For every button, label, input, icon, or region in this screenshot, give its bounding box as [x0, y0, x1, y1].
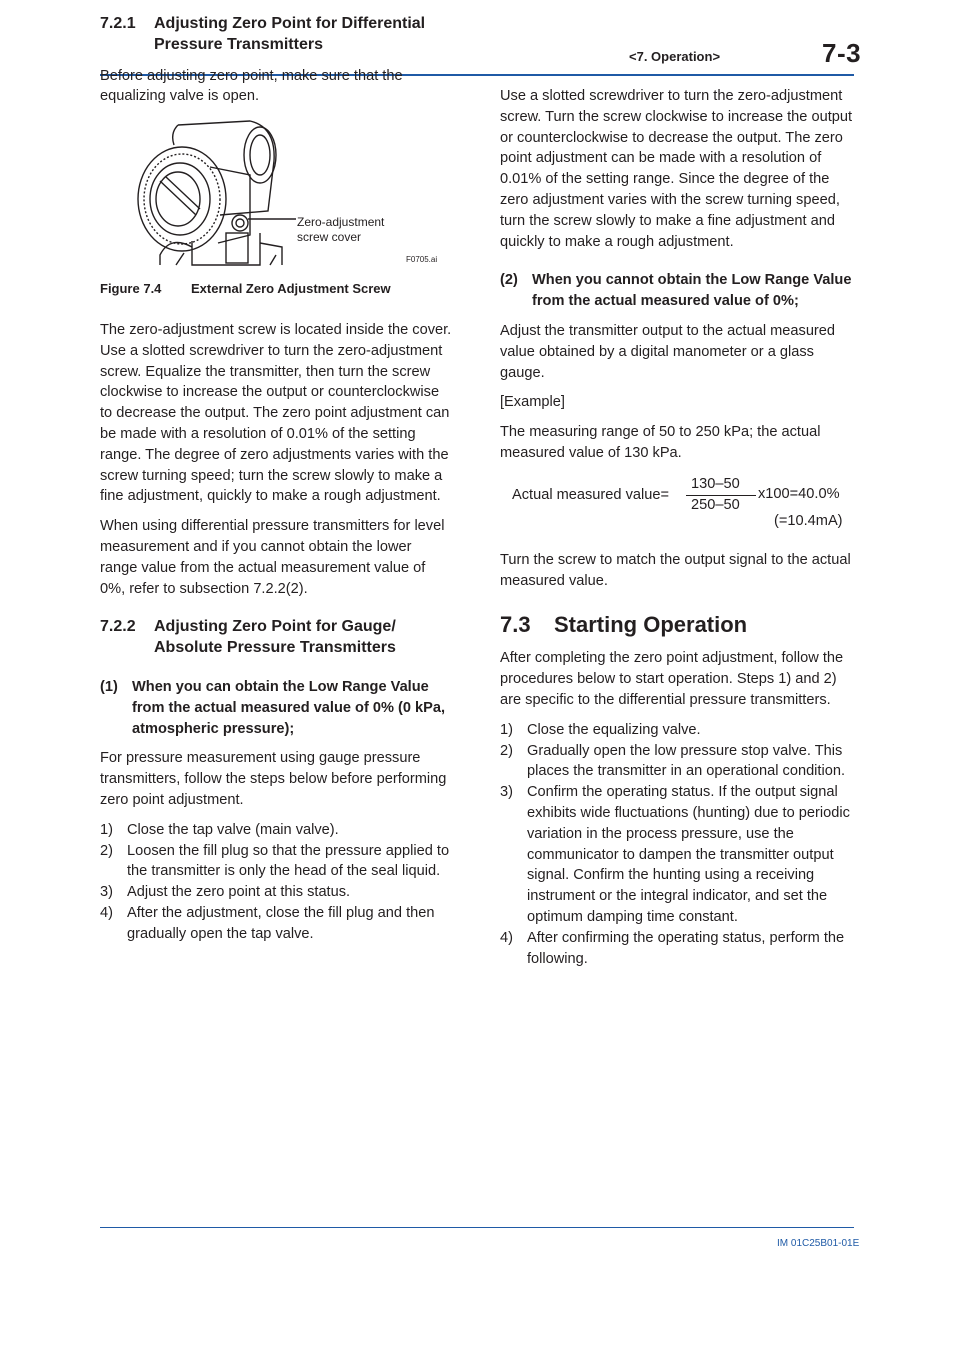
- figure-caption: [100, 279, 452, 300]
- section-number: 7.2.1: [100, 15, 136, 32]
- list-item: [500, 782, 856, 928]
- list-text: Loosen the fill plug so that the pressure applied to the transmitter is only the head of the seal liquid.: [127, 842, 450, 880]
- subheading-title: When you cannot obtain the Low Range Value from the actual measured value of 0%;: [532, 272, 852, 310]
- section-number: 7.3: [500, 612, 531, 638]
- left-column: [100, 0, 452, 945]
- figure-zero-adjustment-screw: [100, 115, 452, 275]
- footer-rule: [100, 1227, 854, 1228]
- list-item: [100, 903, 452, 945]
- equation-numerator: 130–50: [691, 475, 740, 492]
- paragraph: The measuring range of 50 to 250 kPa; the actual measured value of 130 kPa.: [500, 424, 821, 461]
- list-number: 1): [100, 821, 113, 838]
- section-heading-7-2-1: [100, 14, 452, 56]
- list-number: 4): [100, 904, 113, 921]
- list-item: [100, 820, 452, 841]
- list-text: After the adjustment, close the fill plug and then gradually open the tap valve.: [127, 904, 435, 942]
- section-number: 7.2.2: [100, 618, 136, 636]
- list-text: Close the tap valve (main valve).: [127, 821, 339, 838]
- subheading-2: [500, 270, 856, 312]
- paragraph: Use a slotted screwdriver to turn the zero-adjustment screw. Turn the screw clockwise to increase the output or counterclockwise to decrease the output. The zero point adjustment can be made with a resolution of 0.01% of the setting range. Since the degree of the zero adjustment varies with the screw turning speed, turn the screw slowly to make a fine adjustment and quickly to make a rough adjustment.: [500, 88, 853, 250]
- subheading-number: (1): [100, 678, 118, 695]
- section-title: Adjusting Zero Point for Gauge/ Absolute Pressure Transmitters: [154, 618, 396, 657]
- list-number: 2): [500, 742, 513, 759]
- operation-steps-list: [500, 720, 856, 970]
- equation-label: Actual measured value=: [512, 486, 669, 503]
- list-number: 3): [100, 884, 113, 901]
- running-header-section: <7. Operation>: [629, 49, 721, 64]
- list-item: [500, 741, 856, 783]
- list-number: 2): [100, 842, 113, 859]
- list-text: After confirming the operating status, perform the following.: [527, 929, 845, 967]
- paragraph: Use a slotted screwdriver to turn the zero-adjustment screw. Equalize the transmitter, then turn the screw clockwise to increase the output or counterclockwise to decrease the output. The zero point adjustment can be made with a resolution of 0.01% of the setting range. The degree of zero adjustments varies with the screw turning speed; turn the screw slowly to make a fine adjustment, quickly to make a rough adjustment.: [100, 342, 450, 505]
- list-number: 4): [500, 929, 513, 946]
- example-label: [Example]: [500, 394, 565, 411]
- subheading-title: When you can obtain the Low Range Value from the actual measured value of 0% (0 kPa, atmospheric pressure);: [132, 678, 446, 737]
- subheading-1: [100, 677, 452, 739]
- list-text: Adjust the zero point at this status.: [127, 884, 351, 901]
- section-title: Starting Operation: [554, 612, 748, 638]
- document-id: IM 01C25B01-01E: [777, 1238, 860, 1249]
- gauge-steps-list: [100, 820, 452, 945]
- figure-file-name: F0705.ai: [406, 255, 438, 265]
- paragraph: Turn the screw to match the output signal to the actual measured value.: [500, 551, 851, 589]
- subheading-number: (2): [500, 272, 518, 289]
- figure-caption-text: External Zero Adjustment Screw: [191, 281, 391, 297]
- paragraph: After completing the zero point adjustment, follow the procedures below to start operation. Steps 1) and 2) are specific to the differential pressure transmitters.: [500, 650, 844, 708]
- section-heading-7-3: [500, 612, 856, 638]
- section-heading-7-2-2: [100, 617, 452, 659]
- equation-result: x100=40.0%: [758, 485, 840, 502]
- list-item: [100, 882, 452, 903]
- intro-paragraph: Before adjusting zero point, make sure that the equalizing valve is open.: [100, 67, 403, 105]
- figure-caption-number: Figure 7.4: [100, 281, 162, 297]
- section-title: Adjusting Zero Point for Differential Pressure Transmitters: [154, 15, 426, 53]
- right-column: [500, 0, 856, 969]
- equation-denominator: 250–50: [691, 496, 740, 513]
- paragraph: For pressure measurement using gauge pressure transmitters, follow the steps below before performing zero point adjustment.: [100, 750, 447, 808]
- figure-callout: Zero-adjustment screw cover: [297, 215, 385, 245]
- list-text: Gradually open the low pressure stop valve. This places the transmitter in an operational condition.: [527, 742, 846, 780]
- list-text: Confirm the operating status. If the output signal exhibits wide fluctuations (hunting) due to periodic variation in the process pressure, use the communicator to dampen the transmitter output signal. Confirm the hunting using a receiving instrument or the integral indicator, and set the optimum damping time constant.: [527, 784, 850, 925]
- paragraph: When using differential pressure transmitters for level measurement and if you cannot obtain the lower range value from the actual measurement value of 0%, refer to subsection 7.2.2(2).: [100, 518, 445, 597]
- paragraph: The zero-adjustment screw is located inside the cover.: [100, 321, 452, 338]
- list-item: [500, 928, 856, 970]
- list-number: 1): [500, 721, 513, 738]
- example-equation: [500, 476, 856, 528]
- list-text: Close the equalizing valve.: [527, 721, 701, 738]
- page-number: 7-3: [822, 38, 862, 68]
- paragraph: Adjust the transmitter output to the actual measured value obtained by a digital manometer or a glass gauge.: [500, 322, 836, 381]
- equation-current: (=10.4mA): [774, 512, 843, 529]
- transmitter-illustration: [100, 115, 452, 275]
- list-item: [500, 720, 856, 741]
- list-number: 3): [500, 784, 513, 801]
- list-item: [100, 841, 452, 883]
